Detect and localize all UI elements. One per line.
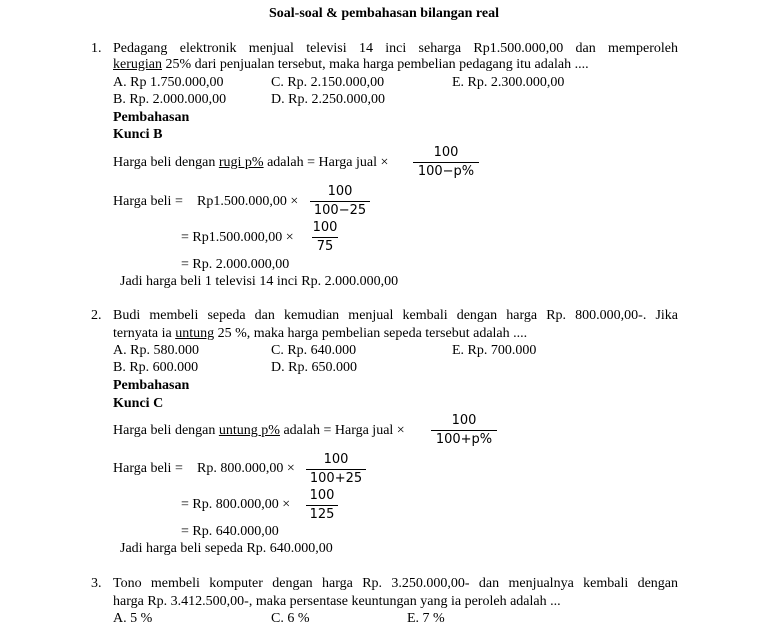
q2-formula-post: adalah = Harga jual × [279,423,405,438]
q2-step2-expression: = Rp. 800.000,00 × [181,497,291,512]
q2-conclusion: Jadi harga beli sepeda Rp. 640.000,00 [120,541,333,556]
q1-formula-fraction [413,145,479,181]
q2-step1-expression: Rp. 800.000,00 × [197,461,295,476]
q1-step2-fraction [312,220,338,256]
q1-step1-expression: Rp1.500.000,00 × [197,194,299,209]
fraction-denominator: 75 [316,239,334,254]
q2-option-b: B. Rp. 600.000 [113,360,199,375]
fraction-bar [306,469,366,470]
q2-formula-condition: untung p% [218,423,280,438]
q3-option-e: E. 7 % [407,611,445,626]
fraction-denominator: 100−p% [417,164,475,179]
q1-text-line2 [113,57,589,73]
q2-option-c: C. Rp. 640.000 [271,343,357,358]
fraction-bar [306,505,338,506]
q2-step1-fraction [306,452,366,488]
q2-option-e: E. Rp. 700.000 [452,343,537,358]
q1-step1-label: Harga beli = [113,194,183,209]
q3-text-line2: harga Rp. 3.412.500,00-, maka persentase keuntungan yang ia peroleh adalah ... [113,594,561,609]
fraction-bar [312,237,338,238]
q1-underlined-term: kerugian [113,57,162,72]
q2-text-line1: Budi membeli sepeda dan kemudian menjual kembali dengan harga Rp. 800.000,00-. Jika [113,308,678,323]
q3-option-c: C. 6 % [271,611,310,626]
q2-text-line2-pre: ternyata ia [113,326,176,341]
fraction-denominator: 100+p% [435,432,493,447]
q1-formula-post: adalah = Harga jual × [263,155,389,170]
fraction-denominator: 100−25 [313,203,367,218]
q1-step3-result: = Rp. 2.000.000,00 [181,257,290,272]
q1-option-a: A. Rp 1.750.000,00 [113,75,224,90]
q2-step1-label: Harga beli = [113,461,183,476]
q1-formula-condition: rugi p% [218,155,264,170]
q1-option-c: C. Rp. 2.150.000,00 [271,75,385,90]
q2-step2-fraction [306,488,338,524]
fraction-numerator: 100 [312,220,338,235]
q1-step2-expression: = Rp1.500.000,00 × [181,230,294,245]
q2-text-line2-rest: 25 %, maka harga pembelian sepeda tersebut adalah .... [214,326,528,341]
fraction-bar [310,201,370,202]
q3-text-line1: Tono membeli komputer dengan harga Rp. 3.250.000,00- dan menjualnya kembali dengan [113,576,678,591]
q1-formula-pre: Harga beli dengan [113,155,219,170]
q2-number: 2. [91,308,102,323]
q3-option-a: A. 5 % [113,611,153,626]
fraction-denominator: 100+25 [309,471,363,486]
q1-option-e: E. Rp. 2.300.000,00 [452,75,565,90]
q1-answer-key: Kunci B [113,127,163,142]
q1-step1-fraction [310,184,370,220]
fraction-bar [431,430,497,431]
fraction-numerator: 100 [309,488,335,503]
q1-number: 1. [91,41,102,56]
q1-formula-text [113,155,388,171]
q1-text-line2-rest: 25% dari penjualan tersebut, maka harga pembelian pedagang itu adalah .... [161,57,589,72]
q1-option-b: B. Rp. 2.000.000,00 [113,92,227,107]
q2-option-d: D. Rp. 650.000 [271,360,357,375]
q2-text-line2 [113,326,527,342]
q2-formula-fraction [431,413,497,449]
fraction-bar [413,162,479,163]
q2-answer-key: Kunci C [113,396,164,411]
q2-underlined-term: untung [175,326,215,341]
fraction-denominator: 125 [309,507,335,522]
q3-number: 3. [91,576,102,591]
fraction-numerator: 100 [433,145,459,160]
q2-option-a: A. Rp. 580.000 [113,343,199,358]
q1-option-d: D. Rp. 2.250.000,00 [271,92,385,107]
page-title: Soal-soal & pembahasan bilangan real [268,6,499,21]
fraction-numerator: 100 [327,184,353,199]
q2-pembahasan-heading: Pembahasan [113,378,190,393]
q1-conclusion: Jadi harga beli 1 televisi 14 inci Rp. 2.000.000,00 [120,274,399,289]
q2-formula-pre: Harga beli dengan [113,423,219,438]
q2-formula-text [113,423,405,439]
q1-pembahasan-heading: Pembahasan [113,110,190,125]
fraction-numerator: 100 [323,452,349,467]
q1-text-line1: Pedagang elektronik menjual televisi 14 inci seharga Rp1.500.000,00 dan memperoleh [113,41,678,56]
fraction-numerator: 100 [451,413,477,428]
q2-step3-result: = Rp. 640.000,00 [181,524,279,539]
